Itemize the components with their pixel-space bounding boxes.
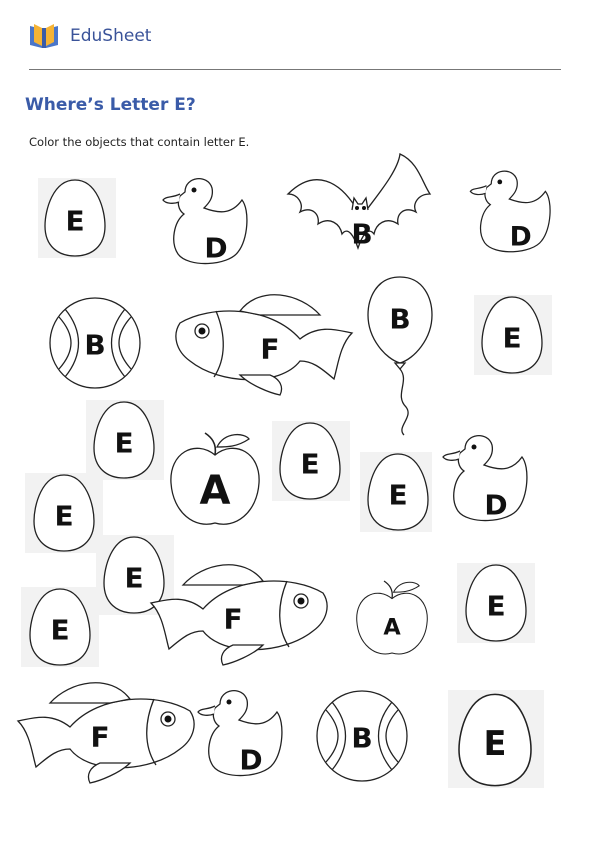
balloon-picture[interactable] xyxy=(368,277,432,435)
fish-picture[interactable] xyxy=(18,683,194,783)
brand-name: EduSheet xyxy=(70,26,152,46)
worksheet-title: Where’s Letter E? xyxy=(25,95,196,115)
object-letter: F xyxy=(90,720,110,754)
ball-picture[interactable] xyxy=(50,298,140,388)
object-letter: B xyxy=(351,217,373,251)
object-letter: E xyxy=(388,478,408,512)
ball-picture[interactable] xyxy=(317,691,407,781)
object-letter: D xyxy=(204,231,228,265)
object-letter: D xyxy=(239,743,263,777)
object-letter: B xyxy=(389,302,411,336)
object-letter: F xyxy=(223,602,243,636)
object-letter: E xyxy=(502,321,522,355)
object-letter: B xyxy=(84,328,106,362)
object-letter: A xyxy=(199,468,231,514)
bat-picture[interactable] xyxy=(288,154,430,251)
object-letter: F xyxy=(260,332,280,366)
duck-picture[interactable] xyxy=(470,171,550,252)
apple-picture[interactable] xyxy=(171,433,259,524)
fish-picture[interactable] xyxy=(151,565,327,665)
object-letter: E xyxy=(50,613,70,647)
duck-picture[interactable] xyxy=(163,179,247,265)
object-letter: D xyxy=(484,488,508,522)
object-letter: E xyxy=(114,426,134,460)
object-letter: E xyxy=(124,561,144,595)
object-letter: E xyxy=(300,447,320,481)
duck-picture[interactable] xyxy=(198,691,282,777)
object-letter: E xyxy=(54,499,74,533)
object-letter: D xyxy=(509,221,532,253)
object-letter: A xyxy=(383,614,401,641)
duck-picture[interactable] xyxy=(443,436,527,522)
apple-picture[interactable] xyxy=(357,581,428,654)
object-letter: E xyxy=(65,204,85,238)
object-letter: B xyxy=(351,721,373,755)
object-letter: E xyxy=(486,589,506,623)
fish-picture[interactable] xyxy=(176,295,352,395)
worksheet-instructions: Color the objects that contain letter E. xyxy=(29,135,250,149)
object-letter: E xyxy=(483,724,507,764)
